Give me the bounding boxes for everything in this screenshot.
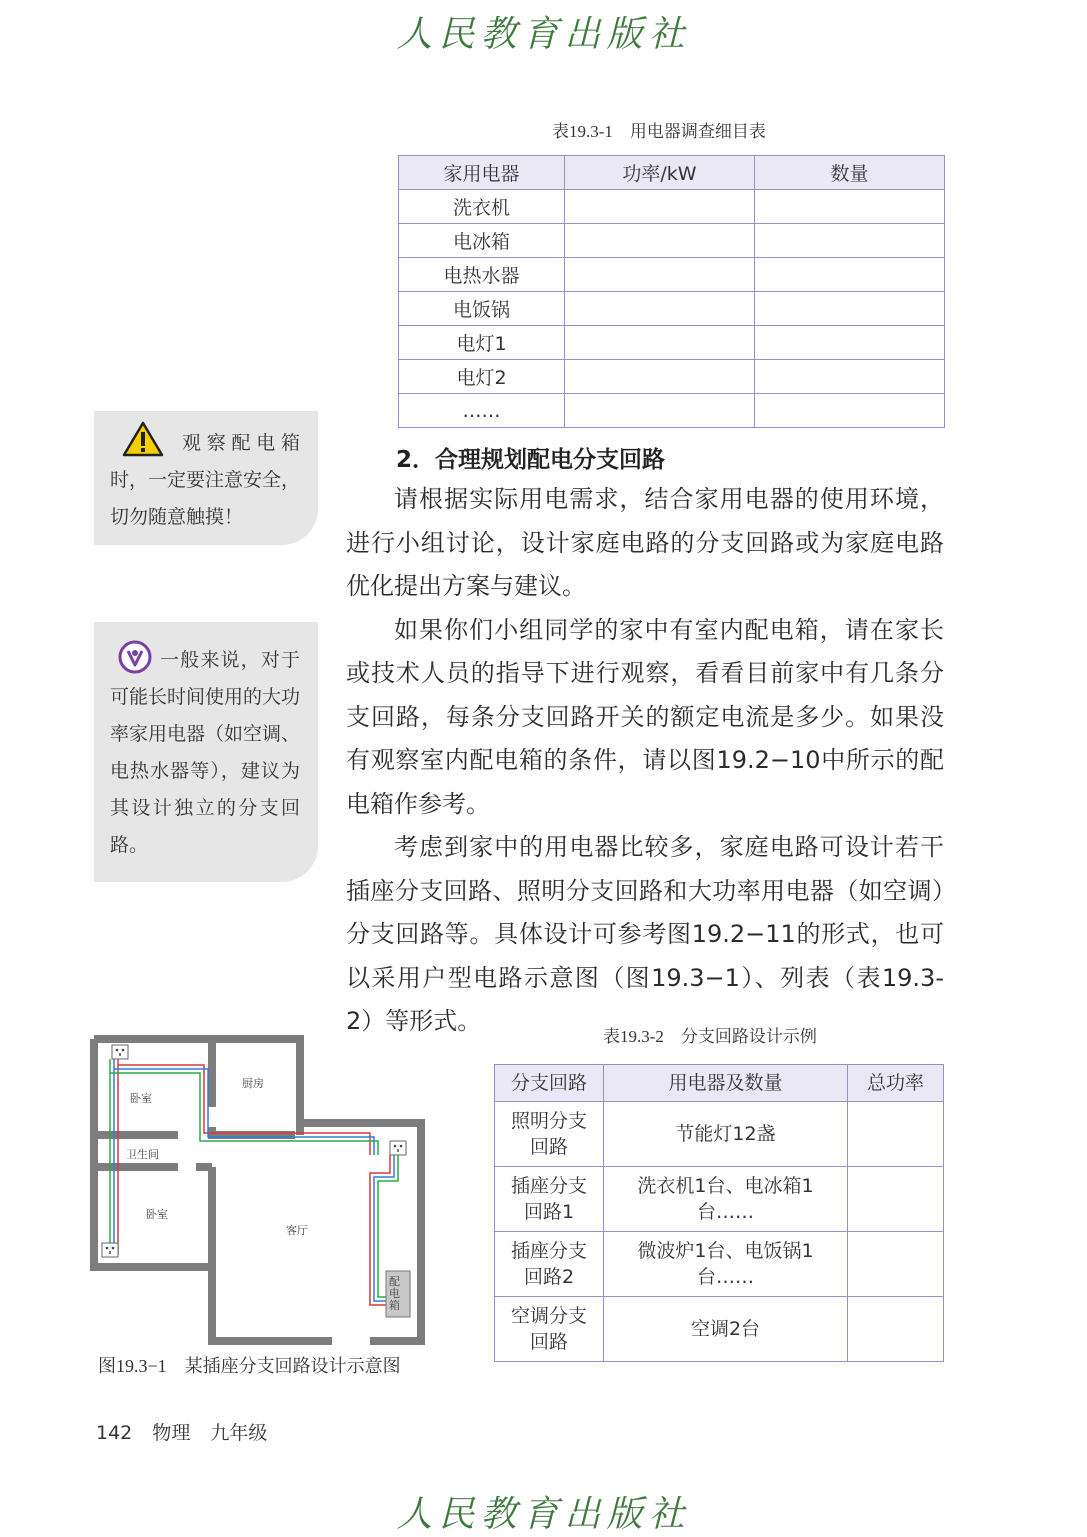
- table1-header-appliance: 家用电器: [399, 156, 565, 190]
- table1-cell: [565, 326, 755, 360]
- table2-cell-circuit: 照明分支回路: [495, 1102, 604, 1167]
- paragraph-1: 请根据实际用电需求，结合家用电器的使用环境，进行小组讨论，设计家庭电路的分支回路或为家庭电路优化提出方案与建议。: [346, 485, 944, 600]
- publisher-logo-bottom: 人民教育出版社: [396, 1494, 691, 1535]
- table2-cell-devices: 节能灯12盏: [604, 1102, 848, 1167]
- table2-cell-power: [848, 1232, 944, 1297]
- table2-cell-power: [848, 1167, 944, 1232]
- table1-cell: ……: [399, 394, 565, 428]
- table-row: [399, 292, 945, 326]
- table-row: [495, 1297, 944, 1362]
- table2-cell-circuit: 插座分支回路2: [495, 1232, 604, 1297]
- table1-cell: 电灯2: [399, 360, 565, 394]
- table1-cell: 电热水器: [399, 258, 565, 292]
- table-row: [399, 258, 945, 292]
- table1-cell: [755, 394, 945, 428]
- table1-cell: [755, 190, 945, 224]
- table1-cell: [755, 326, 945, 360]
- room-living: 客厅: [286, 1224, 308, 1237]
- table1-cell: [755, 292, 945, 326]
- table-row: [399, 224, 945, 258]
- safety-note-text: 观察配电箱时，一定要注意安全，切勿随意触摸！: [110, 432, 301, 528]
- section-heading: 2．合理规划配电分支回路: [396, 447, 666, 473]
- table1-cell: 洗衣机: [399, 190, 565, 224]
- table2-cell-devices: 空调2台: [604, 1297, 848, 1362]
- body-text: [346, 478, 944, 1044]
- tip-note: [94, 622, 318, 882]
- table1-cell: [565, 258, 755, 292]
- appliance-survey-table: [398, 155, 945, 428]
- table-row: [495, 1102, 944, 1167]
- table1-cell: 电灯1: [399, 326, 565, 360]
- table1-cell: [565, 360, 755, 394]
- publisher-logo-top: 人民教育出版社: [396, 14, 691, 55]
- room-bedroom-1: 卧室: [130, 1092, 152, 1105]
- table2-header-circuit: 分支回路: [495, 1065, 604, 1102]
- table2-cell-devices: 洗衣机1台、电冰箱1台……: [604, 1167, 848, 1232]
- footer-subject: 物理: [152, 1422, 191, 1444]
- table-row: [399, 190, 945, 224]
- table1-header-count: 数量: [755, 156, 945, 190]
- figure-caption: 图19.3−1 某插座分支回路设计示意图: [98, 1356, 401, 1376]
- table2-caption: 表19.3-2 分支回路设计示例: [603, 1027, 817, 1046]
- table1-cell: [565, 394, 755, 428]
- table1-cell: [755, 224, 945, 258]
- table1-cell: [565, 292, 755, 326]
- table2-cell-power: [848, 1297, 944, 1362]
- table2-cell-circuit: 空调分支回路: [495, 1297, 604, 1362]
- table2-header-power: 总功率: [848, 1065, 944, 1102]
- paragraph-3: 考虑到家中的用电器比较多，家庭电路可设计若干插座分支回路、照明分支回路和大功率用电器（如空调）分支回路等。具体设计可参考图19.2−11的形式，也可以采用户型电路示意图（图19.3−1）、列表（表19.3-2）等形式。: [346, 833, 944, 1035]
- tip-note-text: 一般来说，对于可能长时间使用的大功率家用电器（如空调、电热水器等），建议为其设计独立的分支回路。: [110, 649, 301, 856]
- table2-cell-power: [848, 1102, 944, 1167]
- paragraph-2: 如果你们小组同学的家中有室内配电箱，请在家长或技术人员的指导下进行观察，看看目前家中有几条分支回路，每条分支回路开关的额定电流是多少。如果没有观察室内配电箱的条件，请以图19.2−10中所示的配电箱作参考。: [346, 615, 944, 818]
- table1-header-power: 功率/kW: [565, 156, 755, 190]
- footer-grade: 九年级: [210, 1422, 268, 1444]
- table2-cell-circuit: 插座分支回路1: [495, 1167, 604, 1232]
- page-number: 142: [96, 1422, 133, 1444]
- table1-cell: [565, 224, 755, 258]
- room-distribution-box: 配电箱: [389, 1275, 400, 1312]
- table-row: [399, 326, 945, 360]
- page-footer: [96, 1418, 267, 1445]
- safety-note: [94, 411, 318, 545]
- room-bedroom-2: 卧室: [146, 1208, 168, 1221]
- table-row: [495, 1232, 944, 1297]
- table-row: [399, 360, 945, 394]
- room-bathroom: 卫生间: [126, 1148, 159, 1161]
- table1-cell: 电冰箱: [399, 224, 565, 258]
- table1-cell: [565, 190, 755, 224]
- branch-circuit-table: [494, 1064, 944, 1362]
- table1-cell: 电饭锅: [399, 292, 565, 326]
- table2-cell-devices: 微波炉1台、电饭锅1台……: [604, 1232, 848, 1297]
- table2-header-devices: 用电器及数量: [604, 1065, 848, 1102]
- table-row: [495, 1167, 944, 1232]
- table1-cell: [755, 258, 945, 292]
- table1-caption: 表19.3-1 用电器调查细目表: [552, 122, 766, 141]
- room-kitchen: 厨房: [242, 1077, 264, 1090]
- table1-cell: [755, 360, 945, 394]
- table-row: [399, 394, 945, 428]
